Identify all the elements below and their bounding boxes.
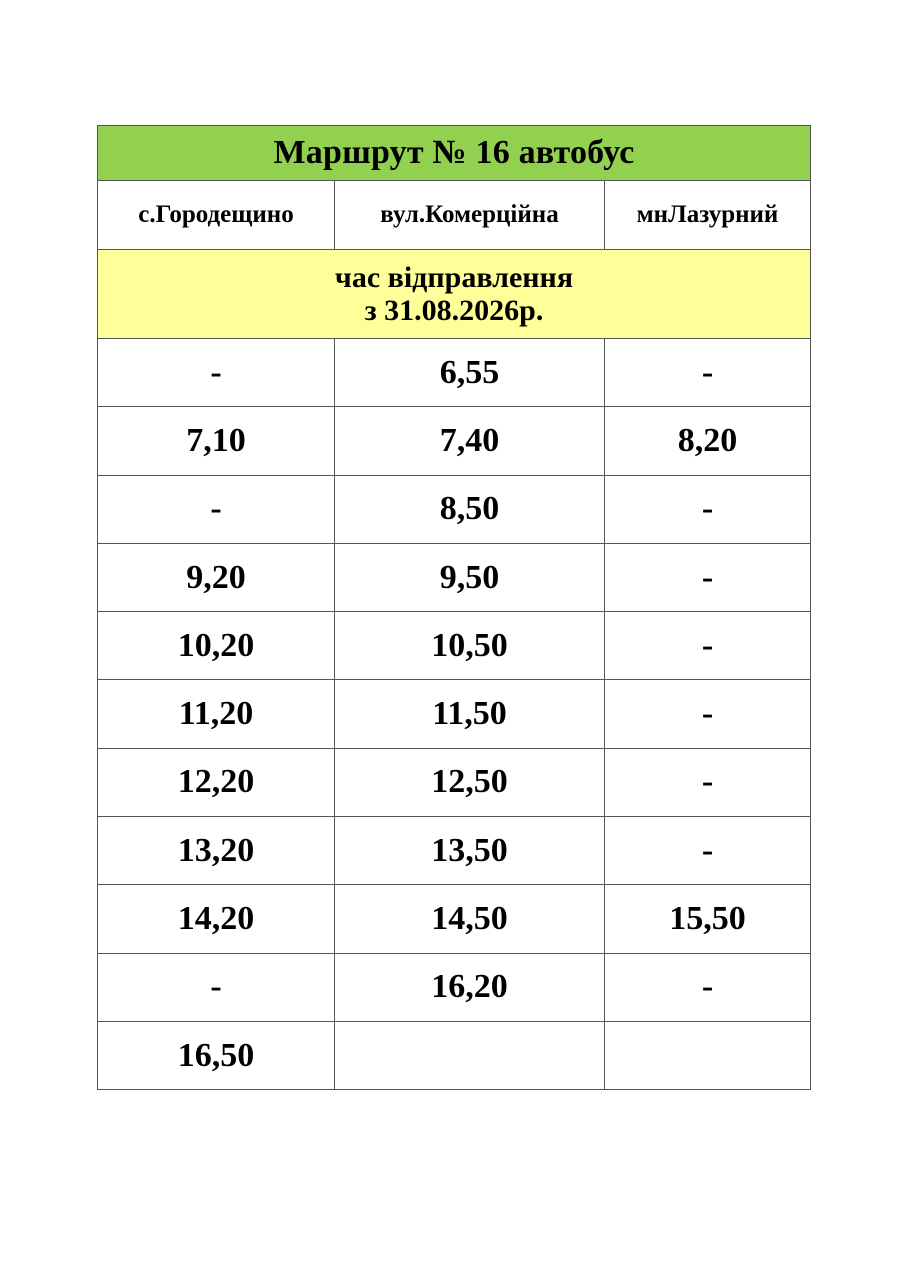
table-cell: 9,20 xyxy=(98,543,335,611)
table-cell: - xyxy=(605,475,811,543)
table-cell: 10,50 xyxy=(335,612,605,680)
table-cell: 16,20 xyxy=(335,953,605,1021)
table-row xyxy=(98,953,811,1021)
table-cell: 8,50 xyxy=(335,475,605,543)
table-row xyxy=(98,475,811,543)
table-cell: - xyxy=(605,680,811,748)
table-cell: - xyxy=(98,475,335,543)
table-cell: 11,50 xyxy=(335,680,605,748)
title-row xyxy=(98,126,811,181)
table-cell xyxy=(335,1021,605,1089)
column-header-komertsiina: вул.Комерційна xyxy=(335,181,605,250)
table-row xyxy=(98,817,811,885)
table-cell: 13,20 xyxy=(98,817,335,885)
table-row xyxy=(98,543,811,611)
table-row xyxy=(98,1021,811,1089)
table-cell: - xyxy=(98,339,335,407)
table-row xyxy=(98,885,811,953)
table-cell: 7,40 xyxy=(335,407,605,475)
table-cell: 14,20 xyxy=(98,885,335,953)
header-row xyxy=(98,181,811,250)
table-cell xyxy=(605,1021,811,1089)
column-header-lazurnyi: мнЛазурний xyxy=(605,181,811,250)
table-cell: - xyxy=(605,339,811,407)
departure-caption-line2: з 31.08.2026р. xyxy=(364,294,544,327)
table-cell: - xyxy=(605,748,811,816)
schedule-table xyxy=(97,125,811,1090)
table-cell: 15,50 xyxy=(605,885,811,953)
table-cell: 16,50 xyxy=(98,1021,335,1089)
table-cell: 9,50 xyxy=(335,543,605,611)
table-cell: - xyxy=(605,543,811,611)
departure-caption-line1: час відправлення xyxy=(334,261,574,294)
table-row xyxy=(98,748,811,816)
table-row xyxy=(98,407,811,475)
route-title: Маршрут № 16 автобус xyxy=(98,126,811,181)
table-cell: - xyxy=(605,953,811,1021)
table-cell: 11,20 xyxy=(98,680,335,748)
departure-caption xyxy=(98,250,811,339)
table-cell: 7,10 xyxy=(98,407,335,475)
table-row xyxy=(98,339,811,407)
column-header-gorodeshchyno: с.Городещино xyxy=(98,181,335,250)
table-row xyxy=(98,680,811,748)
table-cell: - xyxy=(605,612,811,680)
departure-caption-row xyxy=(98,250,811,339)
table-cell: 8,20 xyxy=(605,407,811,475)
table-cell: 6,55 xyxy=(335,339,605,407)
table-cell: 10,20 xyxy=(98,612,335,680)
table-cell: 12,20 xyxy=(98,748,335,816)
table-cell: - xyxy=(605,817,811,885)
table-cell: 13,50 xyxy=(335,817,605,885)
table-cell: 12,50 xyxy=(335,748,605,816)
table-cell: 14,50 xyxy=(335,885,605,953)
table-row xyxy=(98,612,811,680)
table-cell: - xyxy=(98,953,335,1021)
